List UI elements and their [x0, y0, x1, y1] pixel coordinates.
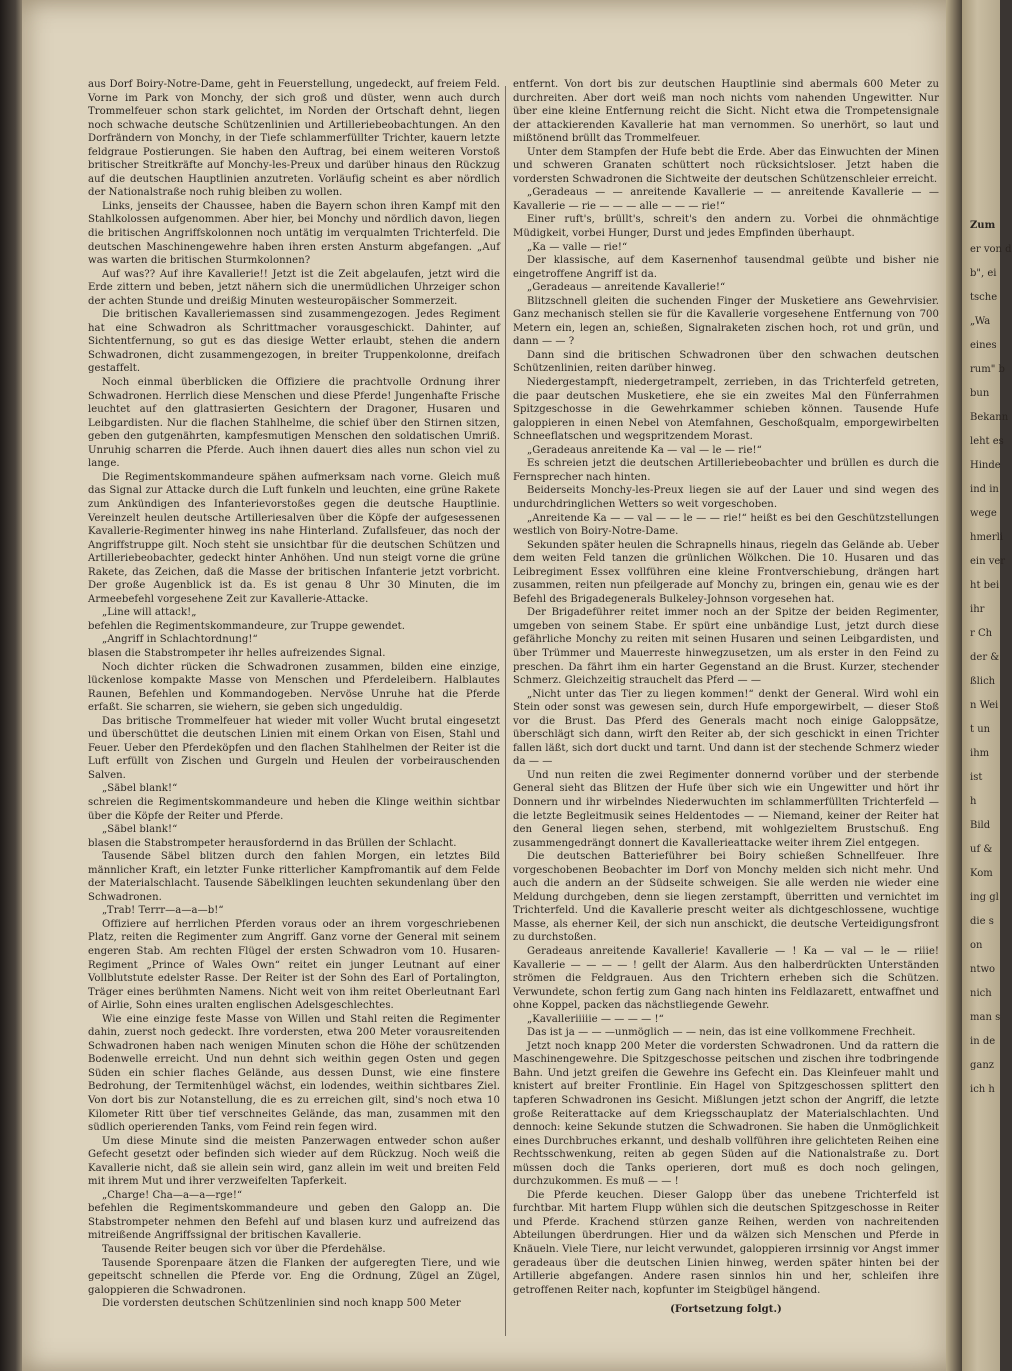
paragraph: Jetzt noch knapp 200 Meter die vordersten Schwadronen. Und da rattern die Maschinengewehre. Die Spitzgeschosse peitschen und zischen ihre todbringende Bahn. Und jetzt greifen die Gewehre ins Gefecht ein. Das Kleinfeuer mahlt und knistert auf breiter Frontlinie. Ein Hagel von Spitzgeschossen splittert den tapferen Schwadronen ins Gesicht. Mißlungen jetzt schon der Angriff, die letzte große Reiterattacke auf dem Kriegsschauplatz der Materialschlachten. Und dennoch: keine Sekunde stutzen die Schwadronen. Sie haben die Unmöglichkeit eines Durchbruches erkannt, und deshalb vollführen ihre gelichteten Reihen eine Rechtsschwenkung, reiten ab gegen Süden auf die Nationalstraße zu. Dort müssen doch die Tanks operieren, dort muß es doch noch gelingen, durchzukommen. Es muß — — ! — [513, 1040, 939, 1188]
next-page-fragment: ihr — [970, 604, 985, 615]
next-page-fragment: ht bei — [970, 580, 1000, 591]
text-column-left — [88, 78, 500, 1311]
next-page-fragment: ntwo — [970, 964, 996, 975]
column-divider — [505, 86, 506, 1336]
next-page-fragment: uf & — [970, 844, 993, 855]
paragraph: „Charge! Cha—a—a—rge!“ — [102, 1189, 243, 1201]
text-column-right — [513, 78, 939, 1317]
paragraph: aus Dorf Boiry-Notre-Dame, geht in Feuerstellung, ungedeckt, auf freiem Feld. Vorne im Park von Monchy, der sich groß und düster, wenn auch durch Trommelfeuer schon stark gelichtet, im Norden der Ortschaft dehnt, liegen noch schwache deutsche Schützenlinien und Artilleriebeobachtungen. An den Dorfrändern von Monchy, in der Tiefe schlammerfüllter Trichter, kauern letzte feldgraue Postierungen. Sie haben den Auftrag, bei einem weiteren Vorstoß britischer Streitkräfte auf Monchy-les-Preux und darüber hinaus den Rückzug auf die deutschen Hauptlinien anzutreten. Vorläufig scheint es aber nördlich der Nationalstraße noch ruhig bleiben zu wollen. — [88, 79, 500, 199]
next-page-fragment: hmerli — [970, 532, 1004, 543]
paragraph: blasen die Stabstrompeter ihr helles aufreizendes Signal. — [88, 647, 386, 659]
paragraph: befehlen die Regimentskommandeure und geben den Galopp an. Die Stabstrompeter nehmen den Befehl auf und blasen kurz und aufreizend das mitreißende Angriffssignal der britischen Kavallerie. — [88, 1203, 500, 1242]
paragraph: „Angriff in Schlachtordnung!“ — [102, 634, 258, 646]
paragraph: Der klassische, auf dem Kasernenhof tausendmal geübte und bisher nie eingetroffene Angriff ist da. — [513, 255, 939, 280]
paragraph: blasen die Stabstrompeter herausfordernd in das Brüllen der Schlacht. — [88, 837, 457, 849]
next-page-fragment: b", ei — [970, 268, 997, 279]
next-page-fragment: ein ver — [970, 556, 1006, 567]
paragraph: Einer ruft's, brüllt's, schreit's den andern zu. Vorbei die ohnmächtige Müdigkeit, vorbei Hunger, Durst und jedes Empfinden überhaupt. — [513, 214, 939, 240]
next-page-fragment: rum" b — [970, 364, 1005, 375]
next-page-fragment: r Ch — [970, 628, 993, 639]
paragraph: Dann sind die britischen Schwadronen über den schwachen deutschen Schützenlinien, reiten darüber hinweg. — [513, 349, 939, 375]
next-page-fragment: Zum — [970, 220, 996, 231]
next-page-fragment: tsche — [970, 292, 998, 303]
paragraph: Noch dichter rücken die Schwadronen zusammen, bilden eine einzige, lückenlose kompakte Masse von Menschen und Pferdeleibern. Halblautes Raunen, Befehlen und Kommandogeben. Nervöse Unruhe hat die Pferde erfaßt. Sie scharren, sie wiehern, sie geben sich ungeduldig. — [88, 661, 500, 714]
paragraph: Wie eine einzige feste Masse von Willen und Stahl reiten die Regimenter dahin, zuerst noch gedeckt. Ihre vordersten, etwa 200 Meter vorausreitenden Schwadronen haben nach wenigen Minuten schon die Höhe der schützenden Bodenwelle erreicht. Und nun dehnt sich weithin gegen Osten und gegen Süden ein schier flaches Gelände, aus dessen Dunst, wie eine finstere Bedrohung, der Termitenhügel wächst, ein lodendes, weithin sichtbares Ziel. Von dort bis zur Notanstellung, die es zu erreichen gilt, sind's noch etwa 10 Kilometer Ritt über tief verschneites Gelände, das man, zusammen mit den südlich operierenden Tanks, vom Feind rein fegen wird. — [88, 1013, 500, 1134]
paragraph: „Geradeaus anreitende Ka — val — le — rie!“ — [527, 444, 762, 456]
paragraph: Unter dem Stampfen der Hufe bebt die Erde. Aber das Einwuchten der Minen und schweren Granaten schüttert noch rücksichtsloser. Jetzt haben die vordersten Schwadronen die Sichtweite der deutschen Schützenschleier erreicht. — [513, 146, 939, 185]
paragraph: „Geradeaus — anreitende Kavallerie!“ — [527, 282, 726, 294]
paragraph: „Nicht unter das Tier zu liegen kommen!“ denkt der General. Wird wohl ein Stein oder sonst was gewesen sein, durch Hufe emporgewirbelt, — dieser Stoß vor die Brust. Das Pferd des Generals macht noch einige Galoppsätze, überschlägt sich dann, wirft den Reiter ab, der sich geschickt in einen Trichter fallen läßt, sich dort duckt und tarnt. Und dann ist der stechende Schmerz wieder da — — — [513, 688, 939, 768]
next-page-fragment: nich — [970, 988, 992, 999]
paragraph: Tausende Reiter beugen sich vor über die Pferdehälse. — [102, 1244, 386, 1256]
next-page-fragment: Kom — [970, 868, 993, 879]
next-page-fragment: eines — [970, 340, 997, 351]
next-page-fragment: der & — [970, 652, 1000, 663]
paragraph: entfernt. Von dort bis zur deutschen Hauptlinie sind abermals 600 Meter zu durchreiten. Aber dort weiß man noch nichts vom nahenden Ungewitter. Nur über eine kleine Entfernung reicht die Sicht. Nicht etwa die Trompetensignale der attackierenden Kavallerie hat man vernommen. So unerhört, so laut und mißtönend brüllt das Trommelfeuer. — [513, 79, 939, 145]
next-page-fragment: „Wa — [970, 316, 991, 327]
next-page-fragment: ind in — [970, 484, 999, 495]
paragraph: Um diese Minute sind die meisten Panzerwagen entweder schon außer Gefecht gesetzt oder befinden sich wieder auf dem Rückzug. Noch weiß die Kavallerie nicht, daß sie allein sein wird, ganz allein im weit und breiten Feld mit ihrem Mut und ihrer verzweifelten Tapferkeit. — [88, 1135, 500, 1188]
paragraph: Tausende Sporenpaare ätzen die Flanken der aufgeregten Tiere, und wie gepeitscht schnellen die Pferde vor. Eng die Ordnung, Zügel an Zügel, galoppieren die Schwadronen. — [88, 1257, 500, 1296]
next-page-fragment: bun — [970, 388, 990, 399]
next-page-fragment: ganz — [970, 1060, 995, 1071]
next-page-fragment: ihm — [970, 748, 990, 759]
paragraph: „Säbel blank!“ — [102, 783, 178, 795]
paragraph: „Anreitende Ka — — val — — le — — rie!“ heißt es bei den Geschützstellungen westlich von Boiry-Notre-Dame. — [513, 512, 939, 538]
next-page-fragment: on — [970, 940, 983, 951]
next-page-fragment: Bild — [970, 820, 991, 831]
next-page-fragment: in de — [970, 1036, 996, 1047]
paragraph: Die Regimentskommandeure spähen aufmerksam nach vorne. Gleich muß das Signal zur Attacke durch die Luft funkeln und leuchten, eine grüne Rakete zum Ankündigen des Infanterievorstoßes gegen die deutsche Hauptlinie. Vereinzelt heulen deutsche Artilleriesalven über die Köpfe der aufgesessenen Kavallerie-Regimenter hinweg ins nahe Hinterland. Zufallsfeuer, das noch der Angriffstruppe gilt. Noch steht sie unsichtbar für die deutschen Schützen und Artilleriebeobachter, gedeckt hinter Anhöhen. Und nun steigt vorne die grüne Rakete, das Zeichen, daß die Masse der britischen Infanterie jetzt vorbricht. Der große Augenblick ist da. Es ist genau 8 Uhr 30 Minuten, die im Armeebefehl vorgesehene Zeit zur Kavallerie-Attacke. — [88, 471, 500, 605]
next-page-fragment: ist — [970, 772, 983, 783]
paragraph: „Line will attack!„ — [102, 607, 197, 619]
paragraph: Beiderseits Monchy-les-Preux liegen sie auf der Lauer und sind wegen des undurchdringlichen Wetters so weit vorgeschoben. — [513, 485, 939, 510]
paragraph: Die britischen Kavalleriemassen sind zusammengezogen. Jedes Regiment hat eine Schwadron als Schrittmacher vorausgeschickt. Dahinter, auf Sichtentfernung, so gut es das diesige Wetter erlaubt, stehen die andern Schwadronen, dicht zusammengezogen, in breiter Truppenkolonne, dreifach gestaffelt. — [88, 309, 500, 375]
paragraph: schreien die Regimentskommandeure und heben die Klinge weithin sichtbar über die Köpfe der Reiter und Pferde. — [88, 796, 500, 822]
paragraph: Das ist ja — — —unmöglich — — nein, das ist eine vollkommene Frechheit. — [527, 1027, 916, 1039]
paragraph: Geradeaus anreitende Kavallerie! Kavallerie — ! Ka — val — le — riiie! Kavallerie — — — — ! gellt der Alarm. Aus den halberdrückten Unterständen strömen die Feldgrauen. Aus den Trichtern erheben sich die Schützen. Verwundete, schon fertig zum Gang nach hinten ins Feldlazarett, entwaffnet und ohne Koppel, packen das nächstliegende Gewehr. — [513, 946, 939, 1012]
next-page-fragment: leht es — [970, 436, 1004, 447]
paragraph: Es schreien jetzt die deutschen Artilleriebeobachter und brüllen es durch die Fernsprecher nach hinten. — [513, 458, 939, 483]
paragraph: Die Pferde keuchen. Dieser Galopp über das unebene Trichterfeld ist furchtbar. Mit hartem Flupp wühlen sich die deutschen Spitzgeschosse in Reiter und Pferde. Krachend stürzen ganze Reihen, werden von nachreitenden Abteilungen überdrungen. Hier und da wälzen sich Menschen und Pferde in Knäueln. Viele Tiere, nur leicht verwundet, galoppieren irrsinnig vor Angst immer geradeaus über die deutschen Linien hinweg, werden später hinten bei der Artillerie abgefangen. Andere rasen sinnlos hin und her, schleifen ihre getroffenen Reiter nach, kopfunter im Steigbügel hängend. — [513, 1189, 939, 1296]
paragraph: befehlen die Regimentskommandeure, zur Truppe gewendet. — [88, 620, 405, 632]
paragraph: Sekunden später heulen die Schrapnells hinaus, riegeln das Gelände ab. Ueber dem weiten Feld tanzen die grünlichen Wölkchen. Die 10. Husaren und das Leibregiment Essex vollführen eine kleine Frontverschiebung, drängen hart zusammen, reiten nun pfeilgerade auf Monchy zu, bringen ein, genau wie es der Befehl des Brigadegenerals Bulkeley-Johnson vorgesehen hat. — [513, 539, 939, 605]
next-page-fragment: h — [970, 796, 977, 807]
next-page-fragment: ich h — [970, 1084, 995, 1095]
paragraph: „Kavalleriiiiie — — — — !“ — [527, 1013, 664, 1025]
paragraph: Der Brigadeführer reitet immer noch an der Spitze der beiden Regimenter, umgeben von seinem Stabe. Er spürt eine unbändige Lust, jetzt durch diese gefährliche Monchy zu reiten mit seinen Husaren und seinen Leibgardisten, und über Trümmer und Mauerreste hinwegzusetzen, um als erster in den Feind zu preschen. Da fährt ihm ein harter Gegenstand an die Brust. Kurzer, stechender Schmerz. Gleichzeitig strauchelt das Pferd — — — [513, 607, 939, 687]
paragraph: Auf was?? Auf ihre Kavallerie!! Jetzt ist die Zeit abgelaufen, jetzt wird die Erde zittern und beben, jetzt nähern sich die unermüdlichen Uhrzeiger schon der achten Stunde und dreißig Minuten westeuropäischer Sommerzeit. — [88, 268, 500, 307]
next-page-fragment: Hinde — [970, 460, 1001, 471]
paragraph: Die vordersten deutschen Schützenlinien sind noch knapp 500 Meter — [102, 1298, 461, 1310]
paragraph: Noch einmal überblicken die Offiziere die prachtvolle Ordnung ihrer Schwadronen. Herrlich diese Menschen und diese Pferde! Jungenhafte Frische leuchtet auf den glattrasierten Gesichtern der Dragoner, Husaren und Leibgardisten. Nur die flachen Stahlhelme, die schief über den Stirnen sitzen, geben den gutgenährten, kampfesmutigen Menschen den soldatischen Umriß. Unruhig scharren die Pferde. Auch ihnen dauert dies alles nun schon viel zu lange. — [88, 377, 500, 470]
paragraph: „Säbel blank!“ — [102, 824, 178, 836]
paragraph: „Geradeaus — — anreitende Kavallerie — — anreitende Kavallerie — — Kavallerie — rie — — — alle — — — rie!“ — [513, 187, 939, 212]
next-page-fragment: Bekann — [970, 412, 1009, 423]
book-binding-edge — [0, 0, 22, 1371]
next-page-fragment: man s — [970, 1012, 1001, 1023]
next-page-fragment: t un — [970, 724, 991, 735]
paragraph: „Ka — valle — rie!“ — [527, 241, 628, 253]
next-page-fragment: er von d — [970, 244, 1012, 255]
paragraph: Die deutschen Batterieführer bei Boiry schießen Schnellfeuer. Ihre vorgeschobenen Beobachter im Dorf von Monchy melden sich nicht mehr. Und auch die andern an der Südseite schweigen. Sie alle werden nie wieder eine Meldung durchgeben, denn sie liegen zerstampft, überritten und vernichtet im Trichterfeld. Und die Kavallerie prescht weiter als dichtgeschlossene, wuchtige Masse, als eherner Keil, der sich nun anschickt, die deutsche Verteidigungsfront zu durchstoßen. — [513, 851, 939, 944]
next-page-fragment: die s — [970, 916, 994, 927]
continuation-note: (Fortsetzung folgt.) — [670, 1304, 782, 1316]
next-page-fragment: ing gl — [970, 892, 999, 903]
paragraph: Das britische Trommelfeuer hat wieder mit voller Wucht brutal eingesetzt und überschüttet die deutschen Linien mit einem Orkan von Eisen, Stahl und Feuer. Ueber den Pferdeköpfen und den flachen Stahlhelmen der Reiter ist die Luft erfüllt von Zischen und Gurgeln und Heulen der vorbeirauschenden Salven. — [88, 715, 500, 781]
adjacent-page-strip — [962, 0, 1012, 1371]
paragraph: „Trab! Terrr—a—a—b!“ — [102, 905, 224, 917]
paragraph: Offiziere auf herrlichen Pferden voraus oder an ihrem vorgeschriebenen Platz, reiten die Regimenter zum Angriff. Ganz vorne der General mit seinem engeren Stab. Am rechten Flügel der ersten Schwadron vom 10. Husaren-Regiment „Prince of Wales Own“ reitet ein junger Leutnant auf einer Vollblutstute edelster Rasse. Der Reiter ist der Sohn des Earl of Portalington, Träger eines berühmten Namens. Nicht weit von ihm reitet Oberleutnant Earl of Airlie, Sohn eines uralten englischen Adelsgeschlechtes. — [88, 918, 500, 1012]
paragraph: Niedergestampft, niedergetrampelt, zerrieben, in das Trichterfeld getreten, die paar deutschen Musketiere, ehe sie ein zweites Mal den Fünferrahmen Spitzgeschosse in die Gewehrkammer schieben können. Tausende Hufe galoppieren in einen Nebel von Atemfahnen, Geschoßqualm, emporgewirbelten Schneeflatschen und wegspritzendem Morast. — [513, 377, 939, 443]
next-page-fragment: ßlich — [970, 676, 996, 687]
next-page-fragment: wege — [970, 508, 997, 519]
paragraph: Blitzschnell gleiten die suchenden Finger der Musketiere ans Gewehrvisier. Ganz mechanisch stellen sie für die Kavallerie vorgesehene Entfernung von 700 Metern ein, legen an, schießen, Signalraketen zischen hoch, rot und grün, und dann — — ? — [513, 295, 939, 348]
paragraph: Und nun reiten die zwei Regimenter donnernd vorüber und der sterbende General sieht das Blitzen der Hufe über sich wie ein Ungewitter und hört ihr Donnern und ihr wirbelndes Niederwuchten im schlammerfüllten Trichterfeld — die letzte Begleitmusik seines Heldentodes — — Niemand, keiner der Reiter hat den General liegen sehen, sterbend, mit wohlgezieltem Brustschuß. Eng zusammengedrängt donnert die Kavallerieattacke weiter ihrem Ziel entgegen. — [513, 769, 939, 849]
next-page-fragment: n Wei — [970, 700, 999, 711]
paragraph: Tausende Säbel blitzen durch den fahlen Morgen, ein letztes Bild männlicher Kraft, ein letzter Funke ritterlicher Kampfromantik auf dem Felde der Materialschlacht. Tausende Säbelklingen leuchten sekundenlang über den Schwadronen. — [88, 851, 500, 903]
paragraph: Links, jenseits der Chaussee, haben die Bayern schon ihren Kampf mit den Stahlkolossen aufgenommen. Aber hier, bei Monchy und nördlich davon, liegen die britischen Angriffskolonnen noch untätig im verqualmten Trichterfeld. Die deutschen Maschinengewehre haben ihren ersten Ansturm abgefangen. „Auf was warten die britischen Sturmkolonnen? — [88, 200, 500, 267]
